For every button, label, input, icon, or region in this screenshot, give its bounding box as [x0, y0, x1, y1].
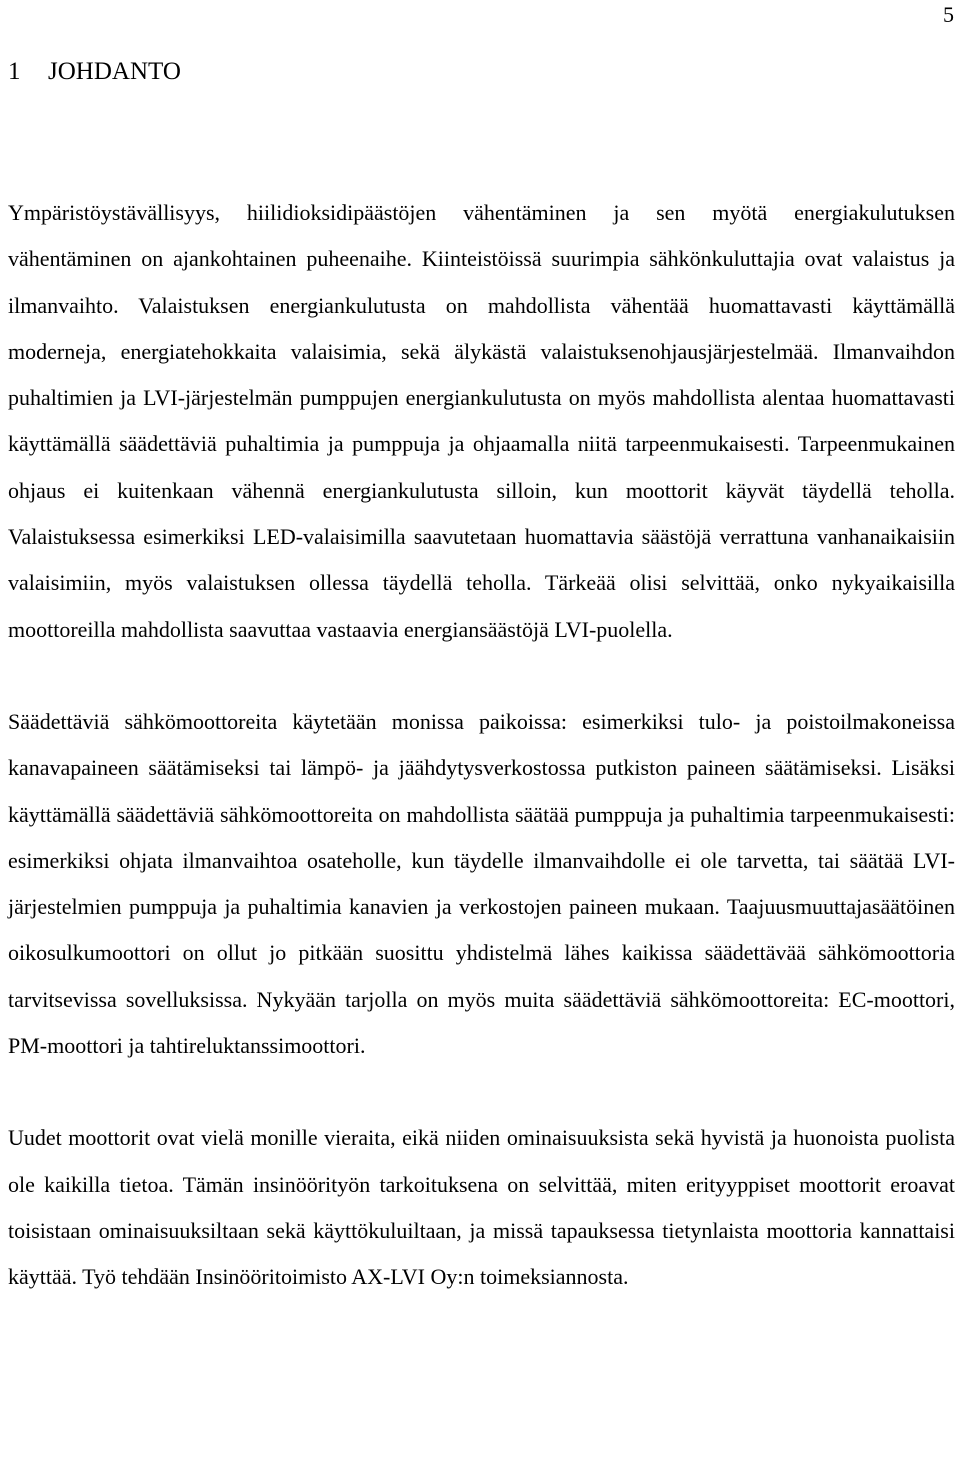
chapter-number: 1	[8, 58, 21, 85]
body-text	[8, 190, 955, 1347]
chapter-title: JOHDANTO	[48, 58, 181, 85]
paragraph-motors: Säädettäviä sähkömoottoreita käytetään monissa paikoissa: esimerkiksi tulo- ja poistoilmakoneissa kanavapaineen säätämiseksi tai lämpö- ja jäähdytysverkostossa putkiston paineen säätämiseksi. Lisäksi käyttämällä säädettäviä sähkömoottoreita on mahdollista säätää pumppuja ja puhaltimia tarpeenmukaisesti: esimerkiksi ohjata ilmanvaihtoa osateholle, kun täydelle ilmanvaihdolle ei ole tarvetta, tai säätää LVI-järjestelmien pumppuja ja puhaltimia kanavien ja verkostojen paineen mukaan. Taajuusmuuttajasäätöinen oikosulkumoottori on ollut jo pitkään suosittu yhdistelmä lähes kaikissa säädettävää sähkömoottoria tarvitsevissa sovelluksissa. Nykyään tarjolla on myös muita säädettäviä sähkömoottoreita: EC-moottori, PM-moottori ja tahtireluktanssimoottori.	[8, 708, 955, 1059]
page-number: 5	[943, 2, 954, 27]
chapter-heading	[8, 58, 181, 86]
paragraph-intro: Ympäristöystävällisyys, hiilidioksidipäästöjen vähentäminen ja sen myötä energiakulutuksen vähentäminen on ajankohtainen puheenaihe. Kiinteistöissä suurimpia sähkönkuluttajia ovat valaistus ja ilmanvaihto. Valaistuksen energiankulutusta on mahdollista vähentää huomattavasti käyttämällä moderneja, energiatehokkaita valaisimia, sekä älykästä valaistuksenohjausjärjestelmää. Ilmanvaihdon puhaltimien ja LVI-järjestelmän pumppujen energiankulutusta on myös mahdollista alentaa huomattavasti käyttämällä säädettäviä puhaltimia ja pumppuja ja ohjaamalla niitä tarpeenmukaisesti. Tarpeenmukainen ohjaus ei kuitenkaan vähennä energiankulutusta silloin, kun moottorit käyvät täydellä teholla. Valaistuksessa esimerkiksi LED-valaisimilla saavutetaan huomattavia säästöjä verrattuna vanhanaikaisiin valaisimiin, myös valaistuksen ollessa täydellä teholla. Tärkeää olisi selvittää, onko nykyaikaisilla moottoreilla mahdollista saavuttaa vastaavia energiansäästöjä LVI-puolella.	[8, 200, 955, 642]
paragraph-purpose: Uudet moottorit ovat vielä monille vieraita, eikä niiden ominaisuuksista sekä hyvistä ja huonoista puolista ole kaikilla tietoa. Tämän insinöörityön tarkoituksena on selvittää, miten erityyppiset moottorit eroavat toisistaan ominaisuuksiltaan sekä käyttökuluiltaan, ja missä tapauksessa tietynlaista moottoria kannattaisi käyttää. Työ tehdään Insinööritoimisto AX-LVI Oy:n toimeksiannosta.	[8, 1125, 955, 1290]
